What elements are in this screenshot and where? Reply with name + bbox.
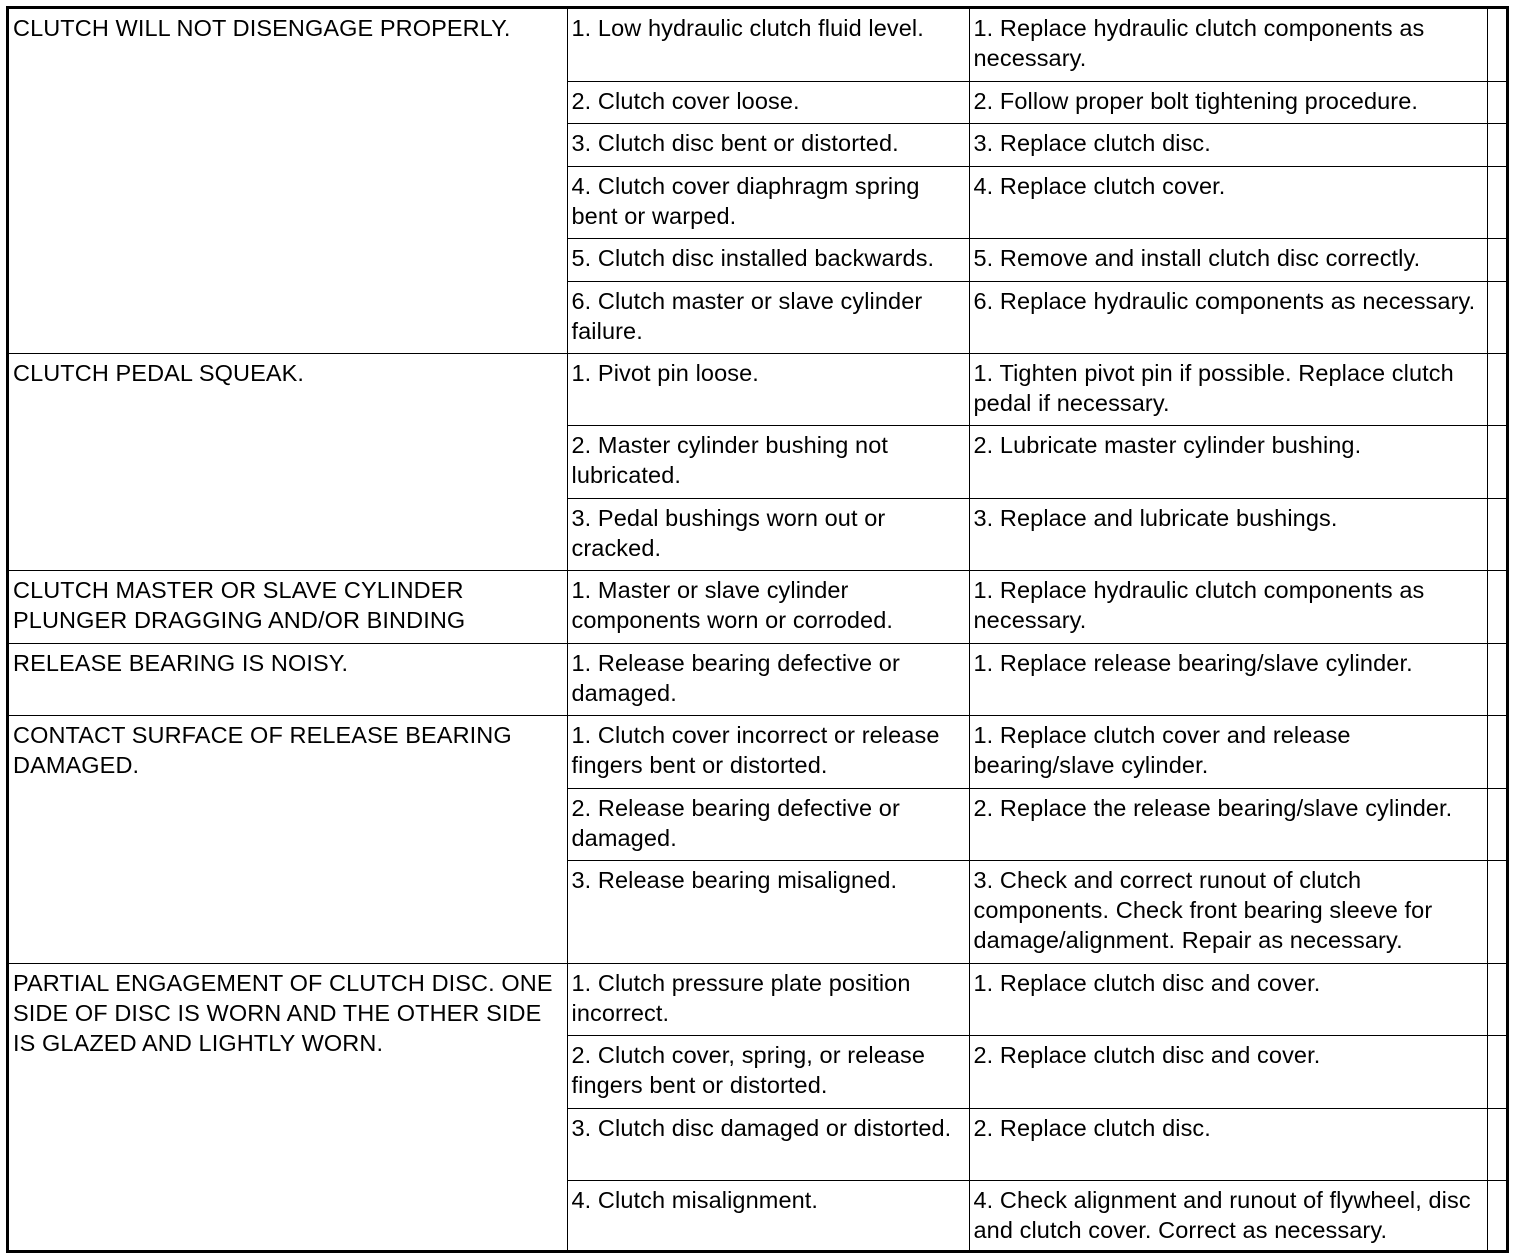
- correction-cell: 1. Tighten pivot pin if possible. Replace clutch pedal if necessary.: [969, 353, 1487, 425]
- cause-cell: 1. Master or slave cylinder components worn or corroded.: [567, 570, 969, 643]
- cause-cell: 1. Release bearing defective or damaged.: [567, 643, 969, 715]
- correction-cell: 3. Check and correct runout of clutch components. Check front bearing sleeve for damage/alignment. Repair as necessary.: [969, 860, 1487, 963]
- table-row: [9, 643, 1506, 715]
- cause-cell: 2. Master cylinder bushing not lubricated.: [567, 425, 969, 498]
- correction-cell: 1. Replace hydraulic clutch components as necessary.: [969, 9, 1487, 81]
- spacer-cell: [1487, 9, 1506, 81]
- table-row: [9, 570, 1506, 643]
- correction-cell: 2. Follow proper bolt tightening procedure.: [969, 81, 1487, 123]
- condition-cell: CLUTCH PEDAL SQUEAK.: [9, 353, 567, 570]
- spacer-cell: [1487, 1180, 1506, 1250]
- spacer-cell: [1487, 353, 1506, 425]
- spacer-cell: [1487, 963, 1506, 1035]
- correction-cell: 4. Check alignment and runout of flywheel, disc and clutch cover. Correct as necessary.: [969, 1180, 1487, 1250]
- table-row: [9, 715, 1506, 788]
- condition-cell: RELEASE BEARING IS NOISY.: [9, 643, 567, 715]
- correction-cell: 5. Remove and install clutch disc correctly.: [969, 238, 1487, 281]
- cause-cell: 5. Clutch disc installed backwards.: [567, 238, 969, 281]
- condition-cell: CLUTCH WILL NOT DISENGAGE PROPERLY.: [9, 9, 567, 353]
- spacer-cell: [1487, 715, 1506, 788]
- spacer-cell: [1487, 860, 1506, 963]
- correction-cell: 2. Replace the release bearing/slave cylinder.: [969, 788, 1487, 860]
- correction-cell: 1. Replace release bearing/slave cylinder.: [969, 643, 1487, 715]
- correction-cell: 1. Replace clutch cover and release bearing/slave cylinder.: [969, 715, 1487, 788]
- spacer-cell: [1487, 1035, 1506, 1108]
- cause-cell: 2. Release bearing defective or damaged.: [567, 788, 969, 860]
- spacer-cell: [1487, 81, 1506, 123]
- table-row: [9, 963, 1506, 1035]
- spacer-cell: [1487, 643, 1506, 715]
- spacer-cell: [1487, 123, 1506, 166]
- spacer-cell: [1487, 1108, 1506, 1180]
- cause-cell: 1. Clutch cover incorrect or release fingers bent or distorted.: [567, 715, 969, 788]
- cause-cell: 3. Pedal bushings worn out or cracked.: [567, 498, 969, 570]
- cause-cell: 2. Clutch cover loose.: [567, 81, 969, 123]
- spacer-cell: [1487, 788, 1506, 860]
- correction-cell: 6. Replace hydraulic components as necessary.: [969, 281, 1487, 353]
- spacer-cell: [1487, 425, 1506, 498]
- correction-cell: 4. Replace clutch cover.: [969, 166, 1487, 238]
- cause-cell: 6. Clutch master or slave cylinder failure.: [567, 281, 969, 353]
- table-row: [9, 353, 1506, 425]
- spacer-cell: [1487, 238, 1506, 281]
- condition-cell: CONTACT SURFACE OF RELEASE BEARING DAMAGED.: [9, 715, 567, 963]
- correction-cell: 1. Replace hydraulic clutch components as necessary.: [969, 570, 1487, 643]
- correction-cell: 3. Replace clutch disc.: [969, 123, 1487, 166]
- cause-cell: 1. Low hydraulic clutch fluid level.: [567, 9, 969, 81]
- cause-cell: 1. Clutch pressure plate position incorrect.: [567, 963, 969, 1035]
- correction-cell: 1. Replace clutch disc and cover.: [969, 963, 1487, 1035]
- cause-cell: 4. Clutch misalignment.: [567, 1180, 969, 1250]
- cause-cell: 1. Pivot pin loose.: [567, 353, 969, 425]
- cause-cell: 3. Clutch disc bent or distorted.: [567, 123, 969, 166]
- correction-cell: 2. Lubricate master cylinder bushing.: [969, 425, 1487, 498]
- spacer-cell: [1487, 498, 1506, 570]
- correction-cell: 3. Replace and lubricate bushings.: [969, 498, 1487, 570]
- spacer-cell: [1487, 570, 1506, 643]
- correction-cell: 2. Replace clutch disc.: [969, 1108, 1487, 1180]
- condition-cell: CLUTCH MASTER OR SLAVE CYLINDER PLUNGER DRAGGING AND/OR BINDING: [9, 570, 567, 643]
- table-row: [9, 9, 1506, 81]
- correction-cell: 2. Replace clutch disc and cover.: [969, 1035, 1487, 1108]
- condition-cell: PARTIAL ENGAGEMENT OF CLUTCH DISC. ONE SIDE OF DISC IS WORN AND THE OTHER SIDE IS GLAZED AND LIGHTLY WORN.: [9, 963, 567, 1250]
- cause-cell: 3. Clutch disc damaged or distorted.: [567, 1108, 969, 1180]
- diagnosis-table: [9, 9, 1507, 1251]
- cause-cell: 2. Clutch cover, spring, or release fingers bent or distorted.: [567, 1035, 969, 1108]
- cause-cell: 4. Clutch cover diaphragm spring bent or warped.: [567, 166, 969, 238]
- cause-cell: 3. Release bearing misaligned.: [567, 860, 969, 963]
- spacer-cell: [1487, 281, 1506, 353]
- spacer-cell: [1487, 166, 1506, 238]
